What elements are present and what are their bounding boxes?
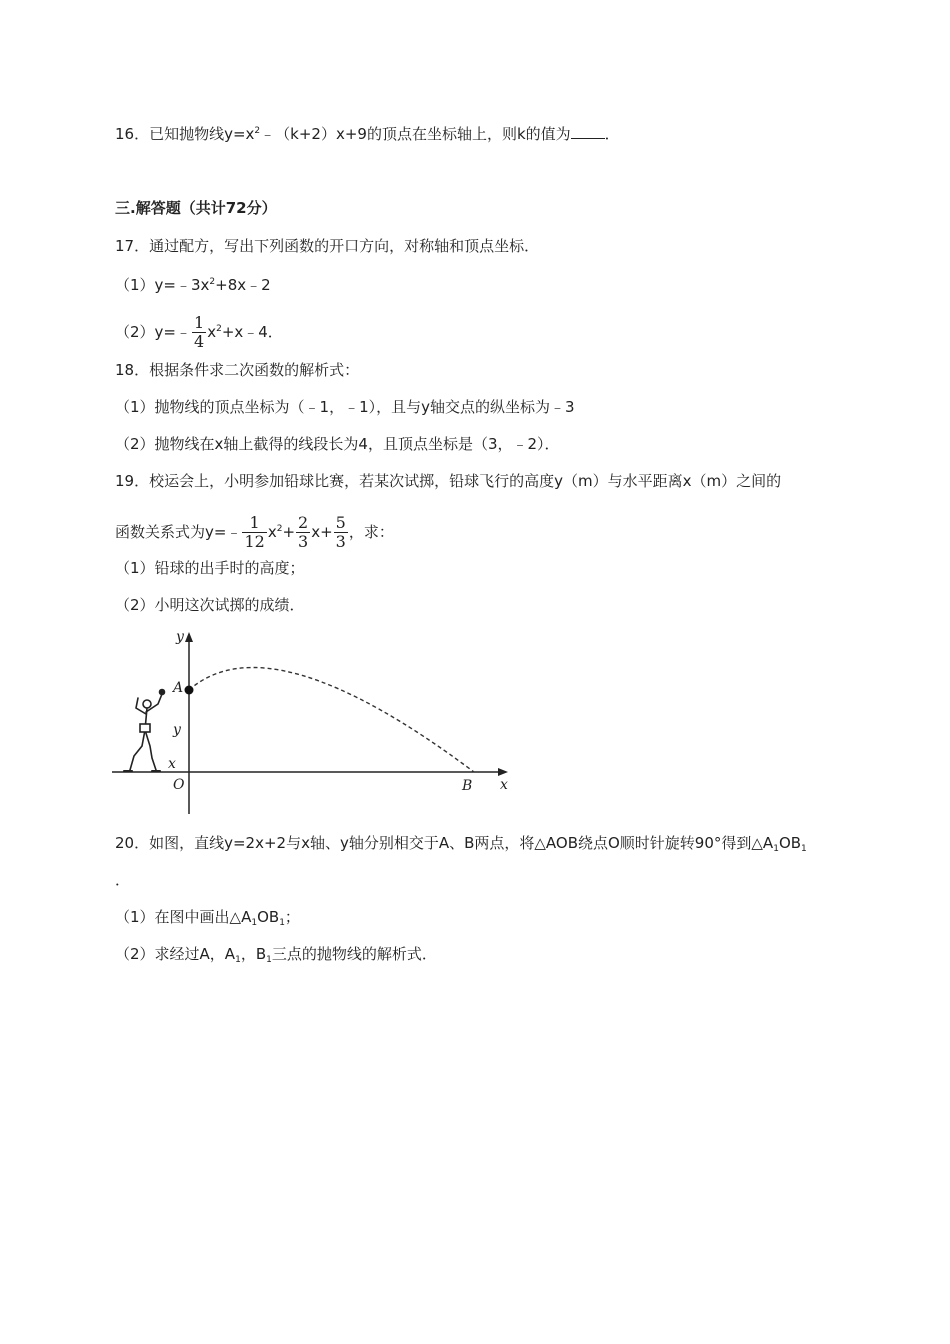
question-17-part-2 — [115, 314, 283, 351]
q20-p1-end: ； — [284, 908, 300, 926]
question-16 — [115, 121, 620, 144]
fraction-denominator: 4 — [194, 332, 205, 351]
q19-exponent: 2 — [276, 524, 283, 534]
q20-stem-pre: 20．如图，直线y=2x+2与x轴、y轴分别相交于A、B两点，将△AOB绕点O顺时针旋转90°得到△A — [115, 834, 774, 852]
q17-p2-x: x — [207, 323, 217, 341]
fraction-numerator: 2 — [298, 513, 309, 532]
q16-text-end: ． — [604, 125, 620, 143]
q20-p1-pre: （1）在图中画出△A — [115, 908, 252, 926]
label-height-y: y — [173, 722, 181, 738]
q19-stem-pre: 函数关系式为y=﹣ — [115, 523, 242, 541]
point-a — [185, 686, 194, 695]
q16-exponent: 2 — [254, 126, 261, 136]
fraction-numerator: 5 — [335, 513, 346, 532]
label-origin: O — [173, 777, 185, 793]
fraction-denominator: 3 — [298, 532, 309, 551]
trajectory-curve — [189, 667, 474, 772]
q17-p2-post: +x﹣4． — [221, 323, 283, 341]
q16-text-post: ﹣（k+2）x+9的顶点在坐标轴上，则k的值为 — [260, 125, 571, 143]
question-19-stem-line-1: 19．校运会上，小明参加铅球比赛，若某次试掷，铅球飞行的高度y（m）与水平距离x（m）之间的 — [115, 472, 782, 490]
question-19-part-2: （2）小明这次试掷的成绩． — [115, 596, 305, 614]
question-17-stem: 17．通过配方，写出下列函数的开口方向，对称轴和顶点坐标． — [115, 237, 540, 255]
q20-sub-1: 1 — [773, 844, 779, 854]
question-19-part-1: （1）铅球的出手时的高度； — [115, 559, 305, 577]
q19-x-a: x — [267, 523, 277, 541]
x-axis-arrow-icon — [498, 768, 508, 776]
fraction-numerator: 1 — [242, 514, 266, 533]
q16-text-pre: 16．已知抛物线y=x — [115, 125, 255, 143]
fraction-numerator: 1 — [194, 313, 205, 332]
q17-p2-exponent: 2 — [216, 324, 222, 334]
q20-stem-mid: OB — [778, 834, 802, 852]
label-x-axis: x — [500, 777, 508, 793]
question-20-part-1 — [115, 907, 300, 933]
shot-put-diagram — [112, 628, 512, 818]
question-20-stem-cont: ． — [115, 871, 131, 889]
y-axis-arrow-icon — [185, 632, 193, 642]
q19-fraction-2 — [296, 514, 310, 551]
q20-p2-mid: ，B — [240, 945, 267, 963]
q20-sub-2: 1 — [801, 844, 807, 854]
question-20-stem — [115, 833, 807, 859]
q17-p1-pre: （1）y=﹣3x — [115, 276, 210, 294]
section-3-title: 三.解答题（共计72分） — [115, 199, 277, 217]
fraction-denominator: 12 — [244, 532, 265, 551]
q19-stem-post: ，求： — [348, 523, 394, 541]
q17-p2-pre: （2）y=﹣ — [115, 323, 191, 341]
label-point-a: A — [173, 680, 184, 696]
q20-p2-pre: （2）求经过A，A — [115, 945, 236, 963]
label-distance-x: x — [168, 756, 176, 772]
shot-put-figure — [112, 628, 512, 822]
question-18-part-2: （2）抛物线在x轴上截得的线段长为4，且顶点坐标是（3，﹣2）． — [115, 435, 560, 453]
q20-p1-mid: OB — [257, 908, 280, 926]
q20-p2-end: 三点的抛物线的解析式． — [271, 945, 437, 963]
q17-p2-fraction — [192, 314, 206, 351]
q19-x-b: x+ — [311, 523, 333, 541]
q17-p1-post: +8x﹣2 — [215, 276, 271, 294]
athlete-icon — [124, 690, 165, 772]
q20-p2-sub-1: 1 — [235, 955, 241, 965]
q19-plus: + — [282, 523, 296, 541]
question-20-part-2 — [115, 944, 437, 970]
q20-p2-sub-2: 1 — [266, 955, 272, 965]
question-18-part-1: （1）抛物线的顶点坐标为（﹣1，﹣1），且与y轴交点的纵坐标为﹣3 — [115, 398, 575, 416]
q20-p1-sub-1: 1 — [251, 918, 258, 928]
q20-p1-sub-2: 1 — [279, 918, 285, 928]
question-18-stem: 18．根据条件求二次函数的解析式： — [115, 361, 360, 379]
label-y-axis: y — [176, 629, 184, 645]
q19-fraction-1 — [242, 514, 266, 551]
fraction-denominator: 3 — [335, 532, 346, 551]
question-17-part-1 — [115, 272, 271, 295]
q17-p1-exponent: 2 — [209, 277, 216, 287]
question-19-stem-line-2 — [115, 514, 394, 551]
q16-answer-blank — [571, 124, 605, 139]
q19-fraction-3 — [334, 514, 348, 551]
label-point-b: B — [462, 778, 473, 794]
